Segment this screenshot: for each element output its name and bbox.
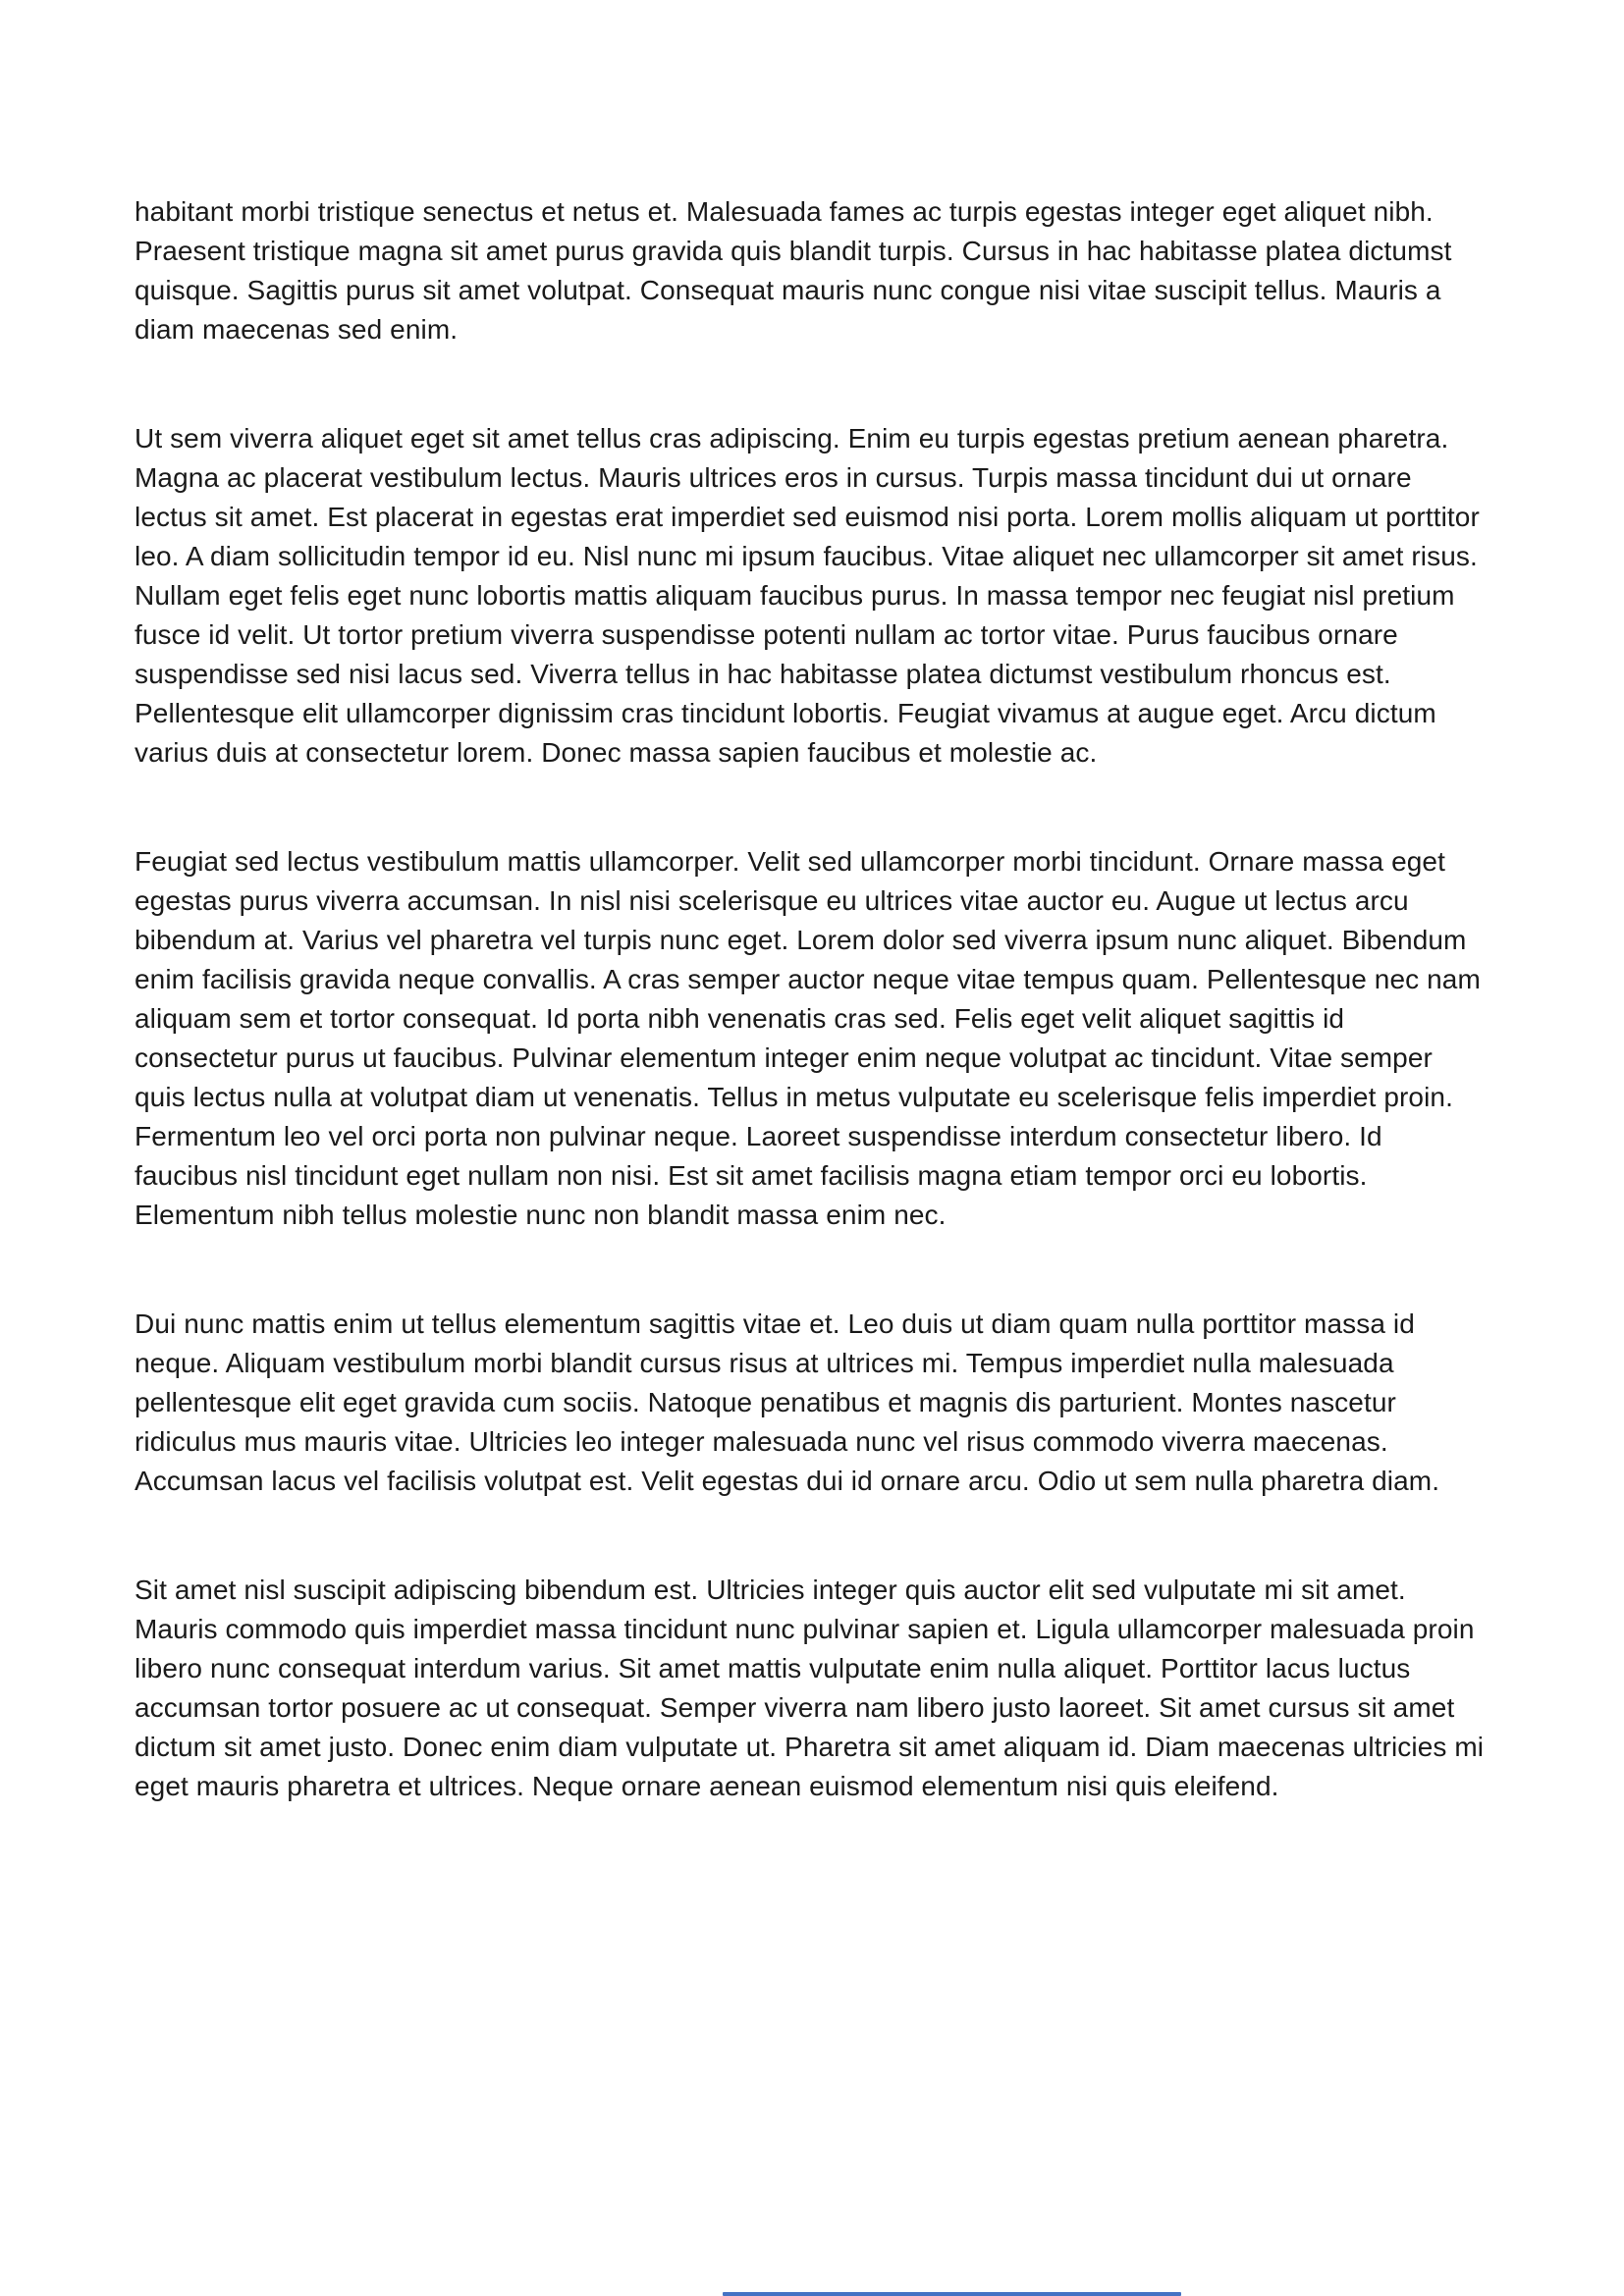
paragraph: Dui nunc mattis enim ut tellus elementum sagittis vitae et. Leo duis ut diam quam nulla porttitor massa id neque. Aliquam vestibulum morbi blandit cursus risus at ultrices mi. Tempus imperdiet nulla malesuada pellentesque elit eget gravida cum sociis. Natoque penatibus et magnis dis parturient. Montes nascetur ridiculus mus mauris vitae. Ultricies leo integer malesuada nunc vel risus commodo viverra maecenas. Accumsan lacus vel facilisis volutpat est. Velit egestas dui id ornare arcu. Odio ut sem nulla pharetra diam. [135, 1308, 1440, 1496]
paragraph: Sit amet nisl suscipit adipiscing bibendum est. Ultricies integer quis auctor elit sed vulputate mi sit amet. Mauris commodo quis imperdiet massa tincidunt nunc pulvinar sapien et. Ligula ullamcorper malesuada proin libero nunc consequat interdum varius. Sit amet mattis vulputate enim nulla aliquet. Porttitor lacus luctus accumsan tortor posuere ac ut consequat. Semper viverra nam libero justo laoreet. Sit amet cursus sit amet dictum sit amet justo. Donec enim diam vulputate ut. Pharetra sit amet aliquam id. Diam maecenas ultricies mi eget mauris pharetra et ultrices. Neque ornare aenean euismod elementum nisi quis eleifend. [135, 1575, 1485, 1801]
paragraph: habitant morbi tristique senectus et netus et. Malesuada fames ac turpis egestas integer eget aliquet nibh. Praesent tristique magna sit amet purus gravida quis blandit turpis. Cursus in hac habitasse platea dictumst quisque. Sagittis purus sit amet volutpat. Consequat mauris nunc congue nisi vitae suscipit tellus. Mauris a diam maecenas sed enim. [135, 196, 1452, 345]
document-body [135, 192, 1489, 1876]
paragraph: Ut sem viverra aliquet eget sit amet tellus cras adipiscing. Enim eu turpis egestas pretium aenean pharetra. Magna ac placerat vestibulum lectus. Mauris ultrices eros in cursus. Turpis massa tincidunt dui ut ornare lectus sit amet. Est placerat in egestas erat imperdiet sed euismod nisi porta. Lorem mollis aliquam ut porttitor leo. A diam sollicitudin tempor id eu. Nisl nunc mi ipsum faucibus. Vitae aliquet nec ullamcorper sit amet risus. Nullam eget felis eget nunc lobortis mattis aliquam faucibus purus. In massa tempor nec feugiat nisl pretium fusce id velit. Ut tortor pretium viverra suspendisse potenti nullam ac tortor vitae. Purus faucibus ornare suspendisse sed nisi lacus sed. Viverra tellus in hac habitasse platea dictumst vestibulum rhoncus est. Pellentesque elit ullamcorper dignissim cras tincidunt lobortis. Feugiat vivamus at augue eget. Arcu dictum varius duis at consectetur lorem. Donec massa sapien faucibus et molestie ac. [135, 423, 1480, 768]
paragraph: Feugiat sed lectus vestibulum mattis ullamcorper. Velit sed ullamcorper morbi tincidunt. Ornare massa eget egestas purus viverra accumsan. In nisl nisi scelerisque eu ultrices vitae auctor eu. Augue ut lectus arcu bibendum at. Varius vel pharetra vel turpis nunc eget. Lorem dolor sed viverra ipsum nunc aliquet. Bibendum enim facilisis gravida neque convallis. A cras semper auctor neque vitae tempus quam. Pellentesque nec nam aliquam sem et tortor consequat. Id porta nibh venenatis cras sed. Felis eget velit aliquet sagittis id consectetur purus ut faucibus. Pulvinar elementum integer enim neque volutpat ac tincidunt. Vitae semper quis lectus nulla at volutpat diam ut venenatis. Tellus in metus vulputate eu scelerisque felis imperdiet proin. Fermentum leo vel orci porta non pulvinar neque. Laoreet suspendisse interdum consectetur libero. Id faucibus nisl tincidunt eget nullam non nisi. Est sit amet facilisis magna etiam tempor orci eu lobortis. Elementum nibh tellus molestie nunc non blandit massa enim nec. [135, 846, 1481, 1230]
bottom-blue-line [723, 2292, 1181, 2296]
